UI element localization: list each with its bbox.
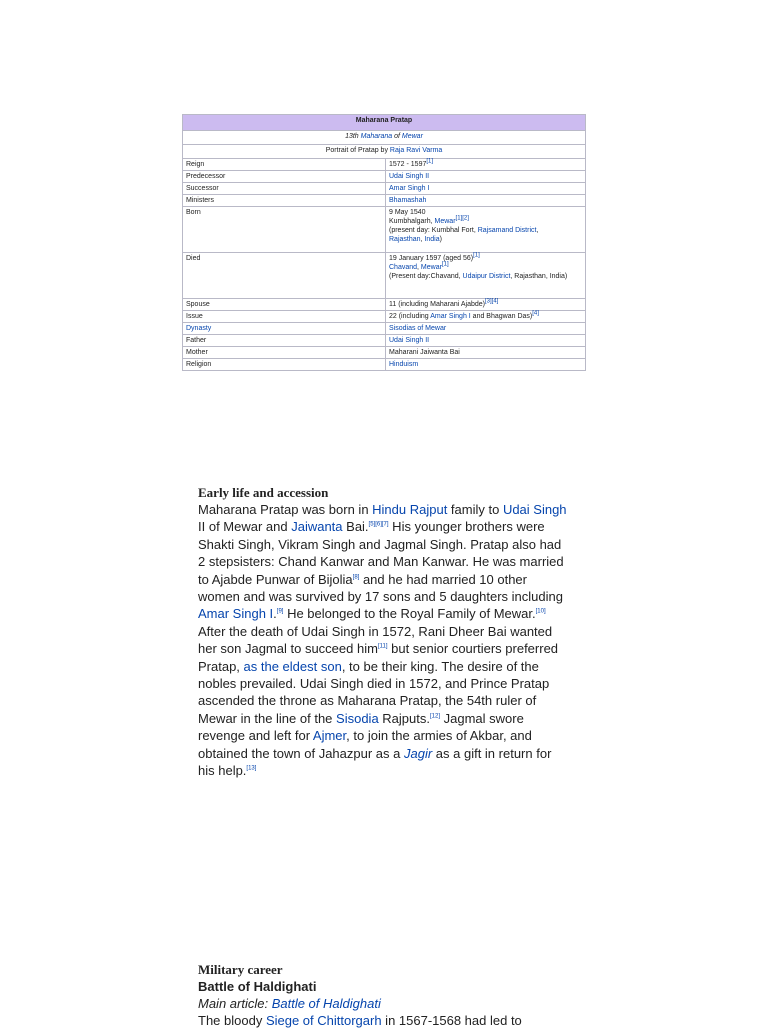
citation[interactable]: [3][4] [485, 298, 499, 305]
early-life-paragraph: Maharana Pratap was born in Hindu Rajput family to Udai Singh II of Mewar and Jaiwanta Bai.[5][6][7] His younger brothers were Shakti Singh, Vikram Singh and Jagmal Singh. Pratap also had 2 stepsisters: Chand Kanwar and Man Kanwar. He was married to Ajabde Punwar of Bijolia[8] and he had married 10 other women and was survived by 17 sons and 5 daughters including Amar Singh I.[9] He belonged to the Royal Family of Mewar.[10] After the death of Udai Singh in 1572, Rani Dheer Bai wanted her son Jagmal to succeed him[11] but senior courtiers preferred Pratap, as the eldest son, to be their king. The desire of the nobles prevailed. Udai Singh died in 1572, and Prince Pratap ascended the throne as Maharana Pratap, the 54th ruler of Mewar in the line of the Sisodia Rajputs.[12] Jagmal swore revenge and left for Ajmer, to join the armies of Akbar, and obtained the town of Jahazpur as a Jagir as a gift in return for his help.[13] [198, 502, 567, 779]
row-father [183, 335, 586, 347]
eldest-son-link[interactable]: as the eldest son [243, 658, 342, 674]
citation[interactable]: [8] [352, 574, 360, 581]
row-label: Father [183, 335, 386, 347]
maharana-link[interactable]: Maharana [360, 133, 393, 140]
row-value: Maharani Jaiwanta Bai [386, 347, 586, 359]
infobox-title: Maharana Pratap [183, 115, 586, 131]
citation[interactable]: [9] [276, 609, 284, 616]
early-life-section [198, 485, 570, 780]
citation[interactable]: [13] [246, 765, 257, 772]
citation[interactable]: [4] [532, 310, 539, 317]
ajmer-link[interactable]: Ajmer [312, 728, 347, 744]
row-born [183, 207, 586, 253]
row-reign [183, 159, 586, 171]
infobox-subtitle: 13th Maharana of Mewar [183, 131, 586, 145]
mewar-link[interactable]: Mewar [420, 264, 442, 271]
dynasty-link[interactable]: Dynasty [186, 325, 212, 332]
row-died [183, 253, 586, 299]
bhamashah-link[interactable]: Bhamashah [389, 197, 427, 204]
jaiwanta-link[interactable]: Jaiwanta [291, 519, 343, 535]
sisodias-link[interactable]: Sisodias of Mewar [389, 325, 447, 332]
row-label: Born [183, 207, 386, 253]
citation[interactable]: [10] [535, 609, 546, 616]
row-mother [183, 347, 586, 359]
citation[interactable]: [1] [426, 158, 434, 165]
row-value: 19 January 1597 (aged 56)[1] Chavand, Mewar[1] (Present day:Chavand, Udaipur District, Rajasthan, India) [386, 253, 586, 299]
citation[interactable]: [12] [429, 713, 440, 720]
row-label: Ministers [183, 195, 386, 207]
citation[interactable]: [1] [473, 252, 480, 259]
row-value: 22 (including Amar Singh I and Bhagwan Das)[4] [386, 311, 586, 323]
row-label: Successor [183, 183, 386, 195]
hindu-rajput-link[interactable]: Hindu Rajput [372, 502, 448, 517]
udai-singh-link[interactable]: Udai Singh [502, 502, 567, 517]
rajsamand-link[interactable]: Rajsamand District [477, 227, 537, 234]
row-successor [183, 183, 586, 195]
row-label: Mother [183, 347, 386, 359]
mewar-link[interactable]: Mewar [434, 218, 456, 225]
row-label: Spouse [183, 299, 386, 311]
citation[interactable]: [1][2] [455, 215, 469, 222]
row-label: Died [183, 253, 386, 299]
row-ministers [183, 195, 586, 207]
rajasthan-link[interactable]: Rajasthan [389, 236, 421, 243]
row-label: Issue [183, 311, 386, 323]
row-label: Reign [183, 159, 386, 171]
raja-ravi-varma-link[interactable]: Raja Ravi Varma [389, 147, 443, 154]
row-label: Predecessor [183, 171, 386, 183]
udai-singh-link[interactable]: Udai Singh II [389, 173, 430, 180]
amar-singh-link[interactable]: Amar Singh I [430, 313, 471, 320]
row-label: Religion [183, 359, 386, 371]
jagir-link[interactable]: Jagir [403, 745, 433, 761]
row-issue [183, 311, 586, 323]
row-value: 11 (including Maharani Ajabde)[3][4] [386, 299, 586, 311]
citation[interactable]: [11] [377, 643, 388, 650]
row-spouse [183, 299, 586, 311]
military-section [198, 962, 570, 1029]
military-paragraph: The bloody Siege of Chittorgarh in 1567-1568 had led to [198, 1013, 522, 1028]
row-religion [183, 359, 586, 371]
chavand-link[interactable]: Chavand [389, 264, 418, 271]
hatnote: Main article: Battle of Haldighati [198, 996, 381, 1011]
amar-singh-link[interactable]: Amar Singh I [198, 606, 274, 622]
sisodia-link[interactable]: Sisodia [336, 710, 379, 726]
row-value: 1572 - 1597[1] [386, 159, 586, 171]
row-predecessor [183, 171, 586, 183]
mewar-link[interactable]: Mewar [401, 133, 423, 140]
row-value: 9 May 1540 Kumbhalgarh, Mewar[1][2] (present day: Kumbhal Fort, Rajsamand District, Rajasthan, India) [386, 207, 586, 253]
row-dynasty [183, 323, 586, 335]
infobox [182, 114, 586, 371]
citation[interactable]: [5][6][7] [368, 522, 389, 529]
section-heading: Military career [198, 962, 283, 977]
battle-haldighati-link[interactable]: Battle of Haldighati [271, 996, 381, 1011]
udaipur-district-link[interactable]: Udaipur District [462, 273, 511, 280]
subsection-heading: Battle of Haldighati [198, 979, 317, 994]
amar-singh-link[interactable]: Amar Singh I [389, 185, 430, 192]
section-heading: Early life and accession [198, 485, 329, 500]
citation[interactable]: [1] [441, 261, 449, 268]
infobox-caption: Portrait of Pratap by Raja Ravi Varma [183, 145, 586, 159]
udai-singh-link[interactable]: Udai Singh II [389, 337, 430, 344]
siege-chittorgarh-link[interactable]: Siege of Chittorgarh [265, 1013, 382, 1028]
hinduism-link[interactable]: Hinduism [389, 361, 419, 368]
india-link[interactable]: India [424, 236, 440, 243]
